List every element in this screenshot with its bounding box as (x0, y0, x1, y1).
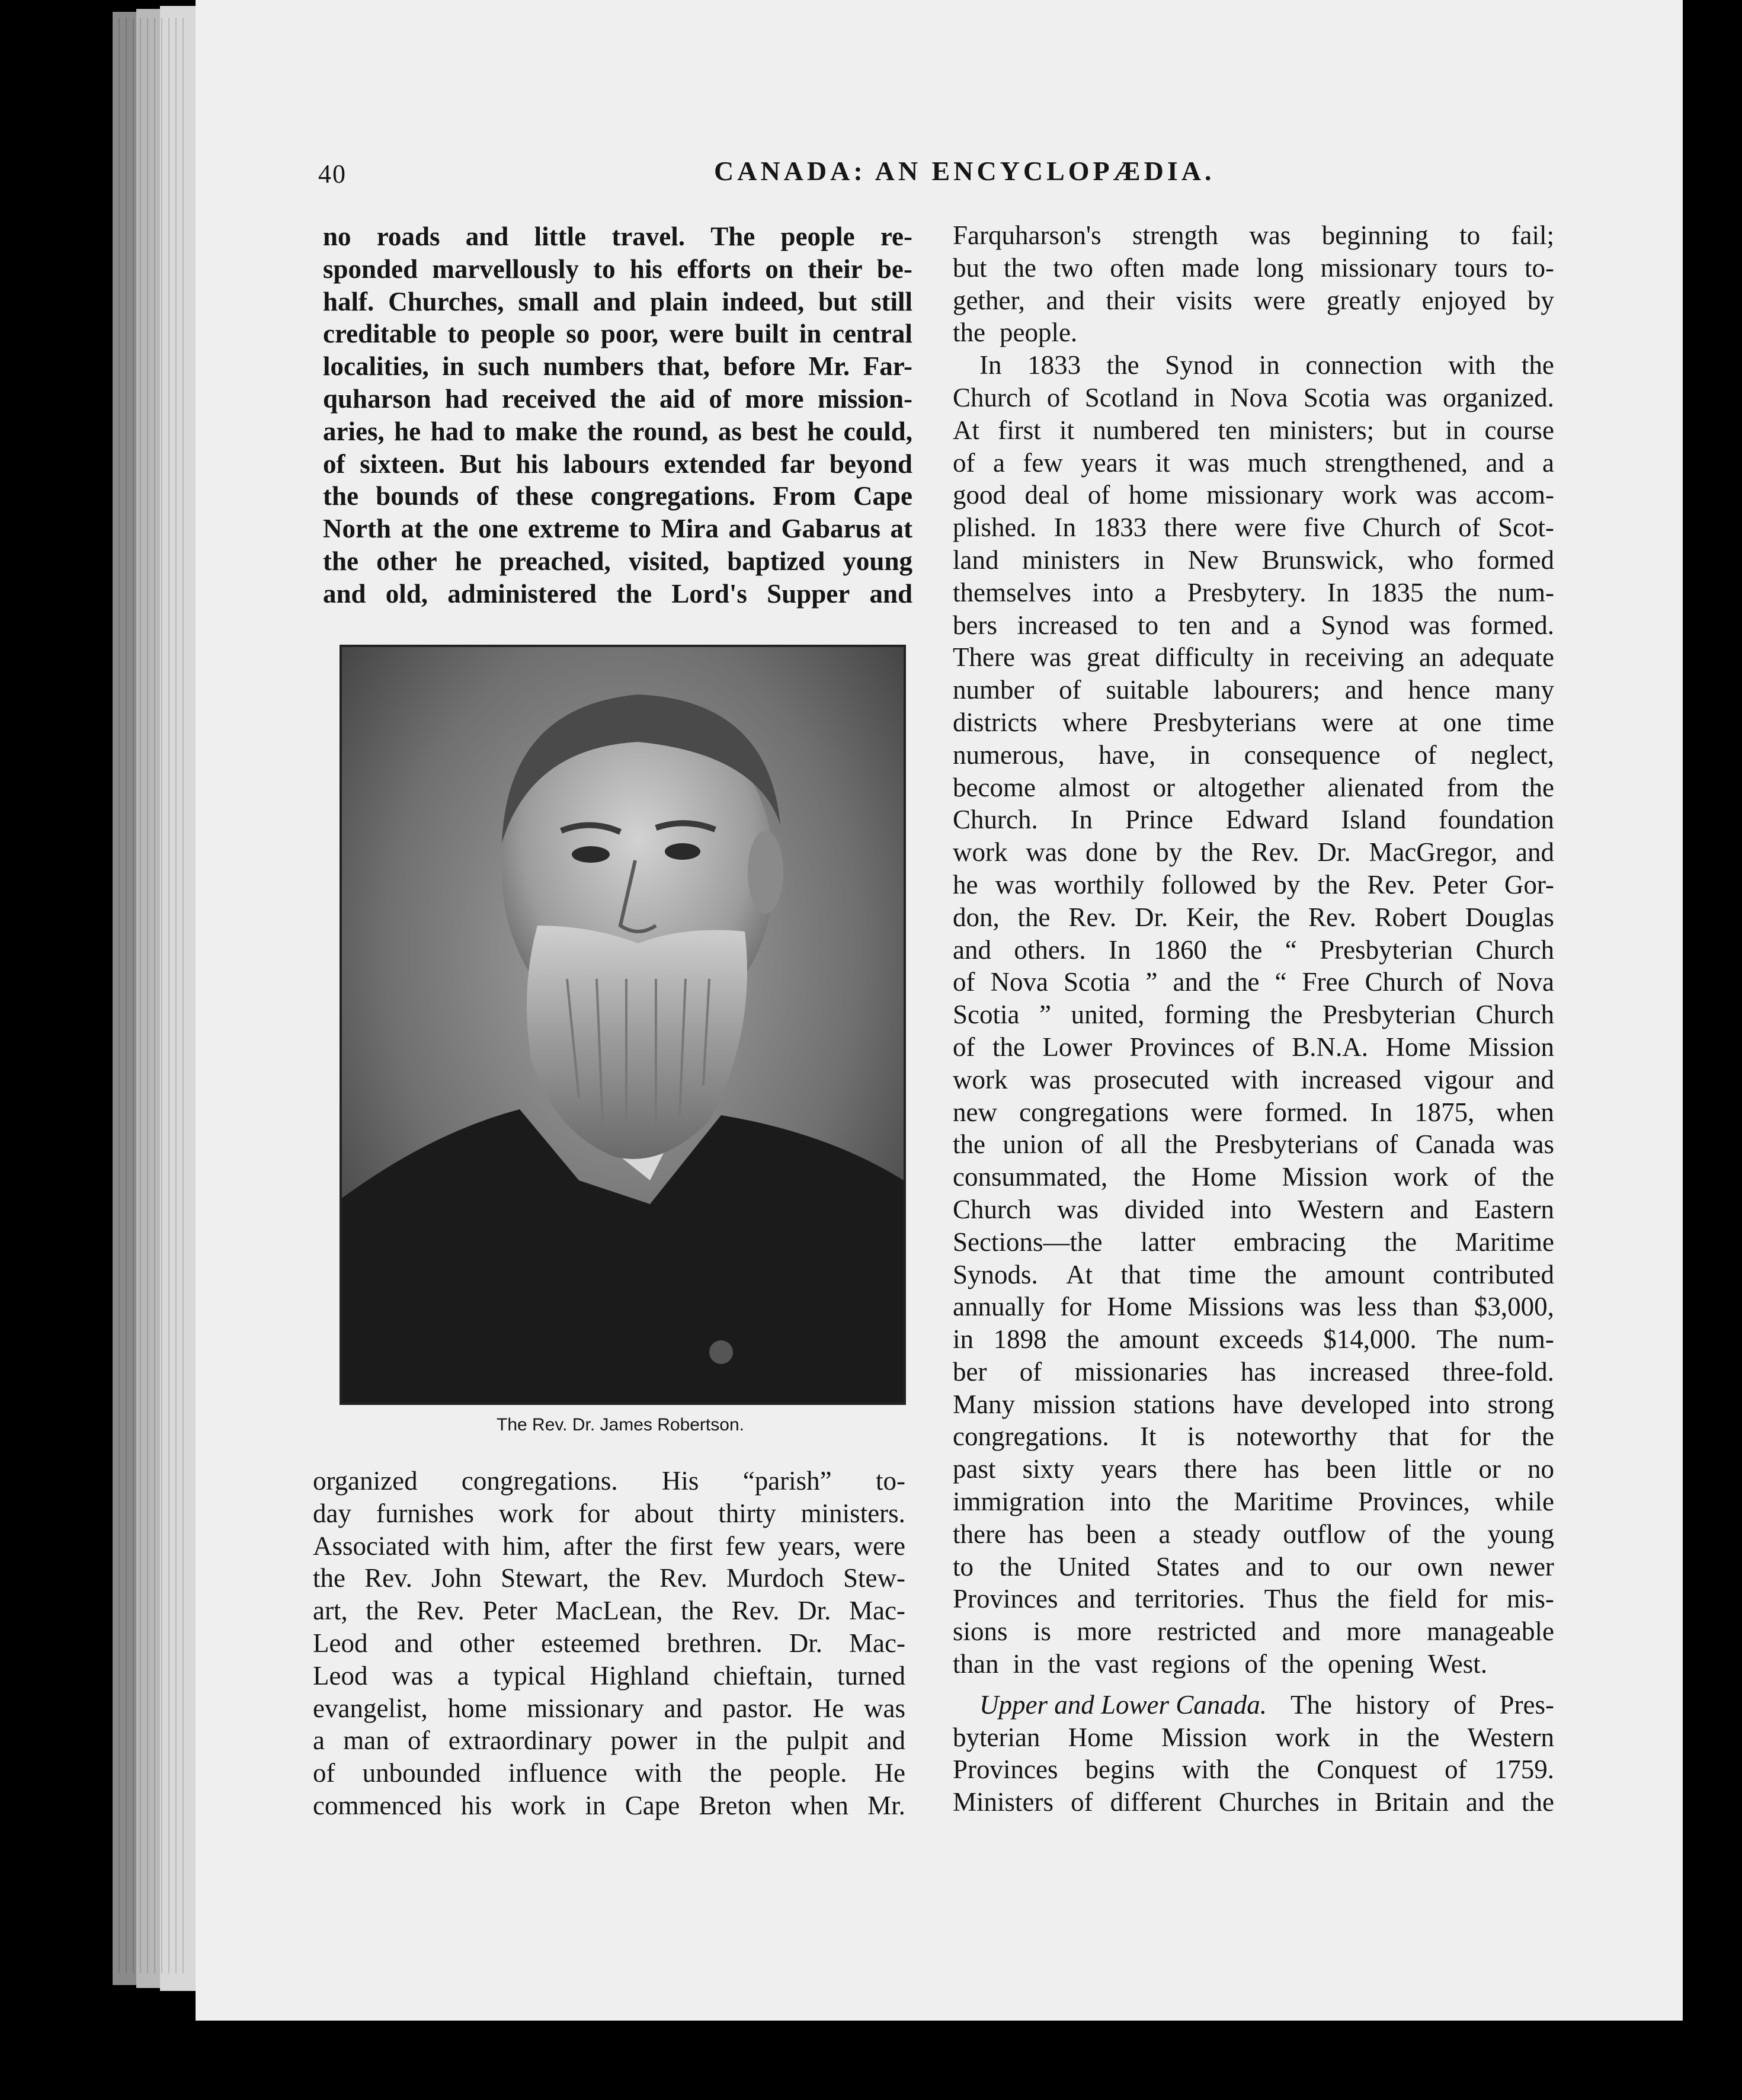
text-line: Church was divided into Western and Eastern (953, 1194, 1554, 1224)
text-line: bers increased to ten and a Synod was formed. (953, 610, 1554, 640)
text-line: new congregations were formed. In 1875, when (953, 1097, 1554, 1127)
text-line: half. Churches, small and plain indeed, but still (323, 286, 912, 316)
text-line: the bounds of these congregations. From Cape (323, 481, 912, 511)
text-line: don, the Rev. Dr. Keir, the Rev. Robert Douglas (953, 902, 1554, 932)
text-line: quharson had received the aid of more mission- (323, 383, 912, 414)
text-line: Provinces begins with the Conquest of 1759. (953, 1755, 1554, 1785)
text-line: Leod was a typical Highland chieftain, turned (313, 1660, 905, 1691)
text-line: Church. In Prince Edward Island foundation (953, 805, 1554, 835)
text-line: the people. (953, 318, 1078, 348)
text-line: no roads and little travel. The people re- (323, 222, 912, 251)
text-line: gether, and their visits were greatly enjoyed by (953, 285, 1554, 315)
text-line: creditable to people so poor, were built in central (323, 319, 912, 349)
text-line: Associated with him, after the first few years, were (313, 1531, 905, 1561)
text-line: Leod and other esteemed brethren. Dr. Mac- (313, 1628, 905, 1658)
text-line: Many mission stations have developed into strong (953, 1389, 1554, 1419)
text-line: of the Lower Provinces of B.N.A. Home Mission (953, 1032, 1554, 1062)
text-line: annually for Home Missions was less than $3,000, (953, 1292, 1554, 1322)
text-line: the other he preached, visited, baptized young (323, 546, 912, 576)
text-line: numerous, have, in consequence of neglect, (953, 740, 1554, 770)
text-line: aries, he had to make the round, as best he could, (323, 416, 912, 446)
portrait-photo (340, 645, 906, 1405)
text-line: themselves into a Presbytery. In 1835 the num- (953, 577, 1554, 607)
text-line: there has been a steady outflow of the young (953, 1519, 1554, 1549)
text-line: a man of extraordinary power in the pulpit and (313, 1726, 905, 1756)
text-line: work was prosecuted with increased vigour and (953, 1064, 1554, 1094)
page-stack-lines (119, 18, 190, 1973)
text-line: art, the Rev. Peter MacLean, the Rev. Dr. Mac- (313, 1596, 905, 1626)
text-line: Synods. At that time the amount contributed (953, 1259, 1554, 1289)
text-line: North at the one extreme to Mira and Gabarus at (323, 514, 912, 544)
text-line: congregations. It is noteworthy that for the (953, 1422, 1554, 1452)
text-line: Church of Scotland in Nova Scotia was organized. (953, 382, 1554, 412)
text-line: sions is more restricted and more manageable (953, 1616, 1554, 1647)
text-line: ber of missionaries has increased three-fold. (953, 1356, 1554, 1387)
text-line: There was great difficulty in receiving an adequate (953, 642, 1554, 673)
portrait-illustration (342, 647, 904, 1403)
text-line: of unbounded influence with the people. He (313, 1758, 905, 1788)
text-line: evangelist, home missionary and pastor. He was (313, 1693, 905, 1723)
section-heading: Upper and Lower Canada. (979, 1689, 1267, 1720)
text-line: of Nova Scotia ” and the “ Free Church of Nova (953, 967, 1554, 997)
text-line: and others. In 1860 the “ Presbyterian Church (953, 934, 1554, 965)
text-line: day furnishes work for about thirty ministers. (313, 1498, 905, 1528)
text-line: he was worthily followed by the Rev. Peter Gor- (953, 869, 1554, 899)
text-line: good deal of home missionary work was accom- (953, 480, 1554, 510)
text-line: organized congregations. His “parish” to- (313, 1466, 905, 1496)
text-line: number of suitable labourers; and hence many (953, 675, 1554, 705)
text-line: of a few years it was much strengthened, and a (953, 447, 1554, 478)
text-line: of sixteen. But his labours extended far beyond (323, 449, 912, 479)
text-line: plished. In 1833 there were five Church of Scot- (953, 513, 1554, 543)
left-column-top (323, 220, 912, 610)
text-line: the Rev. John Stewart, the Rev. Murdoch Stew- (313, 1563, 905, 1593)
text-line: in 1898 the amount exceeds $14,000. The num- (953, 1324, 1554, 1355)
text-line: consummated, the Home Mission work of the (953, 1162, 1554, 1192)
text-line: commenced his work in Cape Breton when Mr. (313, 1790, 905, 1820)
text-line: and old, administered the Lord's Supper and (323, 578, 912, 609)
section-heading-line: Upper and Lower Canada. The history of Pres- (953, 1689, 1554, 1721)
text-line: districts where Presbyterians were at one time (953, 707, 1554, 737)
figure-caption: The Rev. Dr. James Robertson. (497, 1415, 744, 1435)
text-line: land ministers in New Brunswick, who formed (953, 545, 1554, 575)
text-line: past sixty years there has been little or no (953, 1454, 1554, 1484)
text-line: immigration into the Maritime Provinces, while (953, 1487, 1554, 1517)
text-line: Scotia ” united, forming the Presbyterian Church (953, 1000, 1554, 1030)
running-head: CANADA: AN ENCYCLOPÆDIA. (714, 156, 1215, 186)
text-line: than in the vast regions of the opening West. (953, 1649, 1488, 1679)
text-line: Ministers of different Churches in Britain and the (953, 1787, 1554, 1817)
text-line: byterian Home Mission work in the Western (953, 1722, 1554, 1752)
text-line: localities, in such numbers that, before Mr. Far- (323, 351, 912, 382)
text-line: At first it numbered ten ministers; but in course (953, 415, 1554, 445)
text-line: sponded marvellously to his efforts on their be- (323, 254, 912, 284)
text-line: to the United States and to our own newer (953, 1551, 1554, 1582)
text-line: Sections—the latter embracing the Maritime (953, 1227, 1554, 1257)
right-column (953, 219, 1554, 1819)
left-column-bottom (313, 1465, 905, 1822)
text-line: Provinces and territories. Thus the field for mis- (953, 1584, 1554, 1614)
text-line: become almost or altogether alienated from the (953, 772, 1554, 802)
text-line: Farquharson's strength was beginning to fail; (953, 220, 1554, 250)
text-line: the union of all the Presbyterians of Canada was (953, 1129, 1554, 1160)
page-number: 40 (318, 159, 347, 188)
text-line: but the two often made long missionary tours to- (953, 252, 1554, 283)
text-line: In 1833 the Synod in connection with the (979, 350, 1554, 380)
text-line: work was done by the Rev. Dr. MacGregor, and (953, 837, 1554, 867)
